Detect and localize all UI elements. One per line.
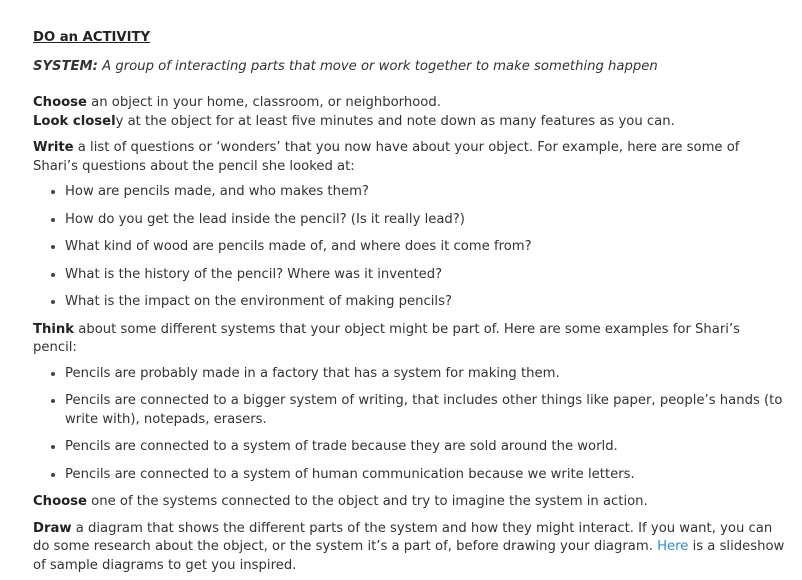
step-text: a list of questions or ‘wonders’ that you now have about your object. For example, here are some of Shari’s questions about the pencil she looked at:	[33, 140, 740, 174]
step-text: one of the systems connected to the object and try to imagine the system in action.	[86, 494, 648, 509]
step-text: y at the object for at least five minutes and note down as many features as you can.	[115, 113, 675, 129]
draw-diagram-step	[33, 520, 785, 576]
look-closely-step	[33, 113, 785, 132]
system-definition-text: A group of interacting parts that move or work together to make something happen	[97, 58, 658, 74]
step-keyword: Draw	[33, 520, 72, 536]
list-item: • How are pencils made, and who makes them?	[65, 183, 785, 202]
activity-heading: DO an ACTIVITY	[33, 30, 151, 45]
step-keyword: Think	[33, 321, 75, 337]
step-keyword: Choose	[33, 95, 87, 110]
step-keyword: Choose	[33, 494, 87, 509]
systems-list	[33, 365, 785, 485]
step-keyword: Look closel	[33, 113, 116, 129]
list-item: • Pencils are connected to a system of trade because they are sold around the world.	[65, 438, 785, 457]
step-keyword: Write	[33, 140, 74, 155]
write-questions-step	[33, 139, 785, 176]
system-definition	[33, 58, 785, 77]
choose-system-step	[33, 493, 785, 512]
step-text: a diagram that shows the different parts of the system and how they might interact. If you want, you can do some research about the object, or the system it’s a part of, before drawing your diagram.	[33, 520, 773, 554]
step-text: an object in your home, classroom, or neighborhood.	[86, 95, 441, 110]
choose-object-step	[33, 94, 785, 113]
list-item: • Pencils are connected to a bigger system of writing, that includes other things like paper, people’s hands (to write with), notepads, erasers.	[65, 392, 785, 429]
list-item: • What is the impact on the environment of making pencils?	[65, 293, 785, 312]
think-systems-step	[33, 321, 785, 358]
slideshow-link[interactable]: Here	[657, 539, 689, 554]
list-item: • Pencils are probably made in a factory that has a system for making them.	[65, 365, 785, 384]
list-item: • How do you get the lead inside the pencil? (Is it really lead?)	[65, 211, 785, 230]
list-item: • What kind of wood are pencils made of, and where does it come from?	[65, 238, 785, 257]
list-item: • Pencils are connected to a system of human communication because we write letters.	[65, 466, 785, 485]
questions-list	[33, 183, 785, 312]
step-text: about some different systems that your object might be part of. Here are some examples for Shari’s pencil:	[33, 321, 741, 355]
system-term: SYSTEM:	[33, 58, 98, 74]
step-text: is a slideshow of sample diagrams to get you inspired.	[33, 539, 785, 573]
list-item: • What is the history of the pencil? Where was it invented?	[65, 266, 785, 285]
